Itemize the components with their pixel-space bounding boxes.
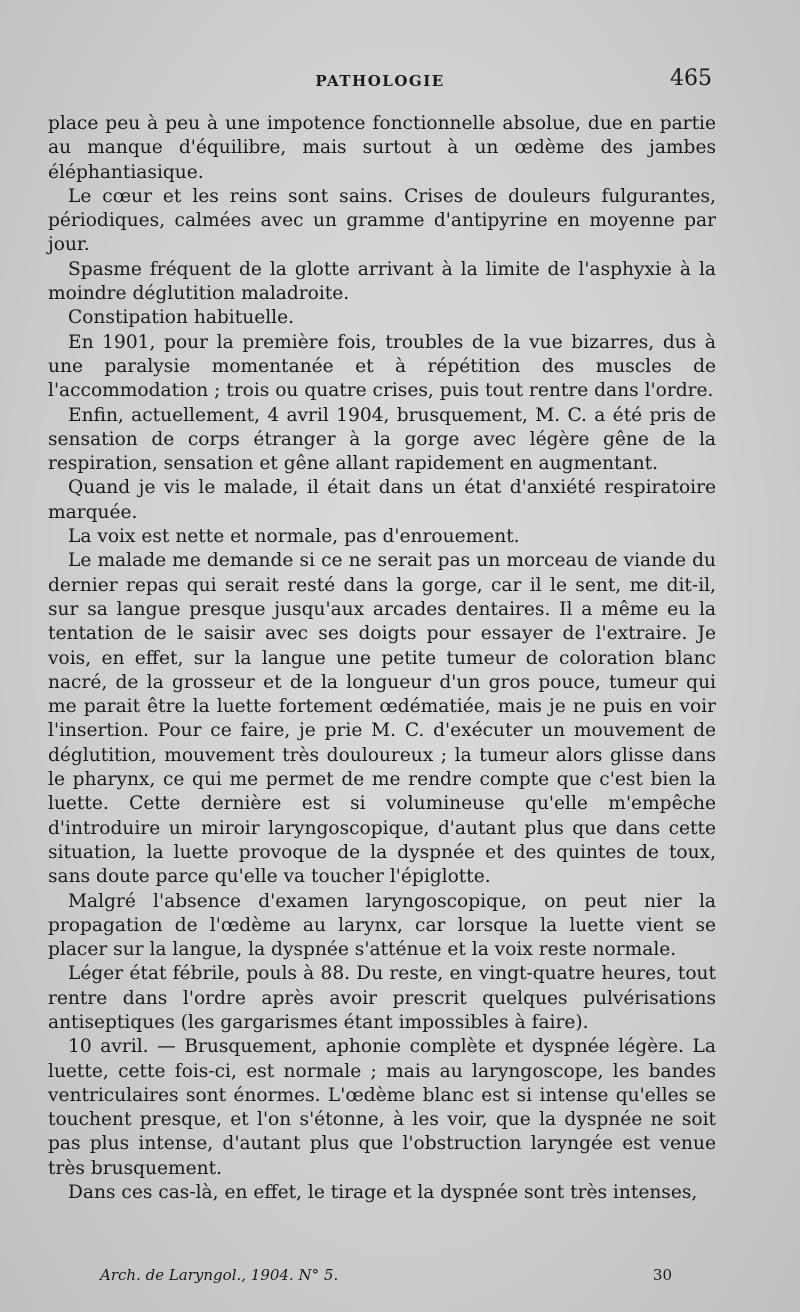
paragraph: 10 avril. — Brusquement, aphonie complète et dyspnée légère. La luette, cette fois-ci, est normale ; mais au laryngoscope, les bandes ventriculaires sont énormes. L'œdème blanc est si intense qu'elles se touchent presque, et l'on s'étonne, à les voir, que la dyspnée ne soit pas plus intense, d'autant plus que l'obstruction laryngée est venue très brusquement.: [48, 1036, 716, 1179]
paragraph: Léger état fébrile, pouls à 88. Du reste, en vingt-quatre heures, tout rentre dans l'ordre après avoir prescrit quelques pulvérisations antiseptiques (les gargarismes étant impossibles à faire).: [48, 963, 716, 1033]
paragraph: Enfin, actuellement, 4 avril 1904, brusquement, M. C. a été pris de sensation de corps étranger à la gorge avec légère gêne de la respiration, sensation et gêne allant rapidement en augmentant.: [48, 404, 716, 475]
footer-source: Arch. de Laryngol., 1904. N° 5.: [100, 1266, 339, 1284]
running-title: PATHOLOGIE: [315, 72, 445, 90]
paragraph: Constipation habituelle.: [68, 307, 295, 329]
paragraph: place peu à peu à une impotence fonctionnelle absolue, due en partie au manque d'équilibre, mais surtout à un œdème des jambes éléphantiasique.: [48, 113, 716, 183]
paragraph: Malgré l'absence d'examen laryngoscopique, on peut nier la propagation de l'œdème au larynx, car lorsque la luette vient se placer sur la langue, la dyspnée s'atténue et la voix reste normale.: [48, 890, 716, 961]
paragraph: Dans ces cas-là, en effet, le tirage et la dyspnée sont très intenses,: [68, 1182, 698, 1204]
paragraph: Quand je vis le malade, il était dans un état d'anxiété respiratoire marquée.: [48, 477, 716, 523]
paragraph: Spasme fréquent de la glotte arrivant à la limite de l'asphyxie à la moindre déglutition maladroite.: [48, 258, 716, 305]
body-text: [48, 112, 716, 1205]
page-header: [48, 66, 712, 96]
footer-signature: 30: [652, 1266, 672, 1284]
paragraph: La voix est nette et normale, pas d'enrouement.: [68, 526, 520, 548]
paragraph: Le malade me demande si ce ne serait pas un morceau de viande du dernier repas qui serait resté dans la gorge, car il le sent, me dit-il, sur sa langue presque jusqu'aux arcades dentaires. Il a même eu la tentation de le saisir avec ses doigts pour essayer de l'extraire. Je vois, en effet, sur la langue une petite tumeur de coloration blanc nacré, de la grosseur et de la longueur d'un gros pouce, tumeur qui me parait être la luette fortement œdématiée, mais je ne puis en voir l'insertion. Pour ce faire, je prie M. C. d'exécuter un mouvement de déglutition, mouvement très douloureux ; la tumeur alors glisse dans le pharynx, ce qui me permet de me rendre compte que c'est bien la luette. Cette dernière est si volumineuse qu'elle m'empêche d'introduire un miroir laryngoscopique, d'autant plus que dans cette situation, la luette provoque de la dyspnée et des quintes de toux, sans doute parce qu'elle va toucher l'épiglotte.: [48, 550, 716, 888]
page-number: 465: [670, 66, 712, 91]
paragraph: En 1901, pour la première fois, troubles de la vue bizarres, dus à une paralysie momentanée et à répétition des muscles de l'accommodation ; trois ou quatre crises, puis tout rentre dans l'ordre.: [48, 331, 716, 402]
paragraph: Le cœur et les reins sont sains. Crises de douleurs fulgurantes, périodiques, calmées avec un gramme d'antipyrine en moyenne par jour.: [48, 185, 716, 256]
page-footer: [100, 1266, 672, 1288]
